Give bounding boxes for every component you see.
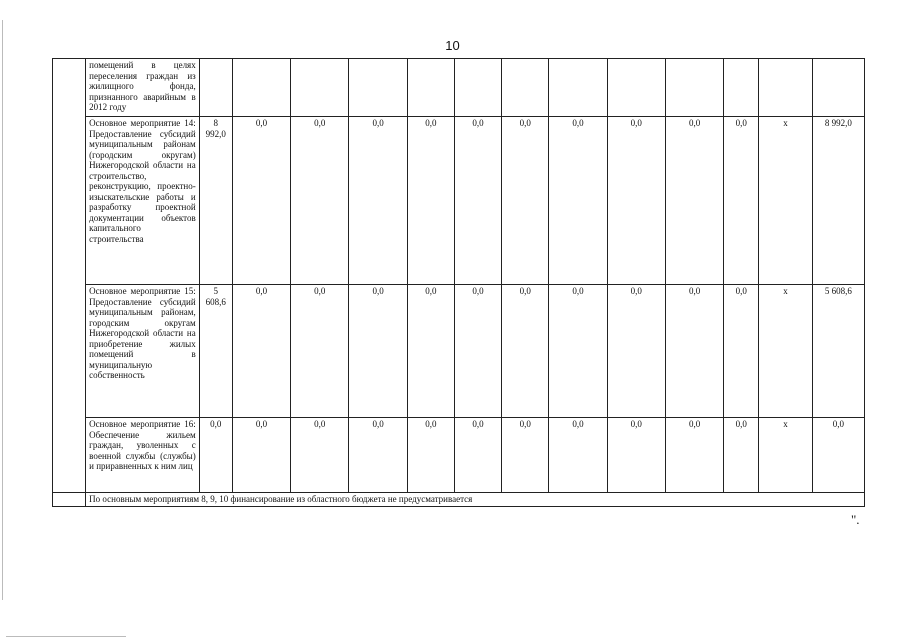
value-cell — [502, 59, 549, 117]
value-cell: 8 992,0 — [199, 117, 232, 285]
value-cell: 0,0 — [724, 285, 759, 418]
value-cell: 5 608,6 — [199, 285, 232, 418]
row-description: Основное мероприятие 15: Предоставление субсидий муниципальным районам, городским округам Нижегородской области на приобретение жилых помещений в муниципальную собственность — [86, 285, 200, 418]
value-cell: 0,0 — [549, 285, 607, 418]
value-cell — [549, 59, 607, 117]
value-cell: x — [759, 117, 812, 285]
value-cell: 0,0 — [724, 418, 759, 493]
page-number: 10 — [445, 38, 460, 53]
value-cell: 0,0 — [349, 285, 407, 418]
value-cell: 0,0 — [607, 285, 665, 418]
value-cell: 0,0 — [665, 418, 723, 493]
value-cell — [349, 59, 407, 117]
scan-edge-line — [6, 636, 126, 637]
value-cell: 0,0 — [665, 117, 723, 285]
value-cell: 0,0 — [502, 117, 549, 285]
footnote: По основным мероприятиям 8, 9, 10 финансирование из областного бюджета не предусматривается — [86, 493, 865, 507]
table-row — [53, 285, 865, 418]
table-row — [53, 117, 865, 285]
value-cell: 0,0 — [407, 418, 454, 493]
financing-table — [52, 58, 865, 507]
value-cell: 0,0 — [454, 117, 501, 285]
total-cell: 0,0 — [812, 418, 864, 493]
value-cell: 0,0 — [607, 117, 665, 285]
value-cell: 0,0 — [349, 117, 407, 285]
total-cell — [812, 59, 864, 117]
value-cell: 0,0 — [232, 117, 290, 285]
value-cell: 0,0 — [291, 117, 349, 285]
value-cell: 0,0 — [665, 285, 723, 418]
value-cell — [454, 59, 501, 117]
blank-first-column — [53, 493, 86, 507]
value-cell: 0,0 — [232, 285, 290, 418]
table-row — [53, 59, 865, 117]
value-cell: 0,0 — [502, 418, 549, 493]
value-cell: 0,0 — [549, 117, 607, 285]
value-cell: x — [759, 285, 812, 418]
footnote-row — [53, 493, 865, 507]
value-cell — [291, 59, 349, 117]
total-cell: 8 992,0 — [812, 117, 864, 285]
total-cell: 5 608,6 — [812, 285, 864, 418]
closing-quote: ". — [851, 512, 860, 527]
row-description: помещений в целях переселения граждан из жилищного фонда, признанного аварийным в 2012 году — [86, 59, 200, 117]
value-cell: 0,0 — [724, 117, 759, 285]
blank-first-column — [53, 59, 86, 493]
value-cell: 0,0 — [291, 418, 349, 493]
value-cell — [665, 59, 723, 117]
value-cell — [232, 59, 290, 117]
table-row — [53, 418, 865, 493]
value-cell: 0,0 — [199, 418, 232, 493]
value-cell: 0,0 — [454, 285, 501, 418]
row-description: Основное мероприятие 14: Предоставление субсидий муниципальным районам (городским округам) Нижегородской области на строительство, реконструкцию, проектно-изыскательские работы и разработку проектной документации объектов капитального строительства — [86, 117, 200, 285]
value-cell — [199, 59, 232, 117]
value-cell: x — [759, 418, 812, 493]
value-cell: 0,0 — [502, 285, 549, 418]
value-cell — [407, 59, 454, 117]
value-cell — [759, 59, 812, 117]
value-cell: 0,0 — [607, 418, 665, 493]
value-cell — [724, 59, 759, 117]
value-cell: 0,0 — [549, 418, 607, 493]
value-cell: 0,0 — [407, 285, 454, 418]
value-cell: 0,0 — [349, 418, 407, 493]
value-cell: 0,0 — [454, 418, 501, 493]
value-cell: 0,0 — [407, 117, 454, 285]
scan-edge-line — [2, 20, 3, 600]
row-description: Основное мероприятие 16: Обеспечение жильем граждан, уволенных с военной службы (службы) и приравненных к ним лиц — [86, 418, 200, 493]
value-cell: 0,0 — [232, 418, 290, 493]
value-cell — [607, 59, 665, 117]
value-cell: 0,0 — [291, 285, 349, 418]
